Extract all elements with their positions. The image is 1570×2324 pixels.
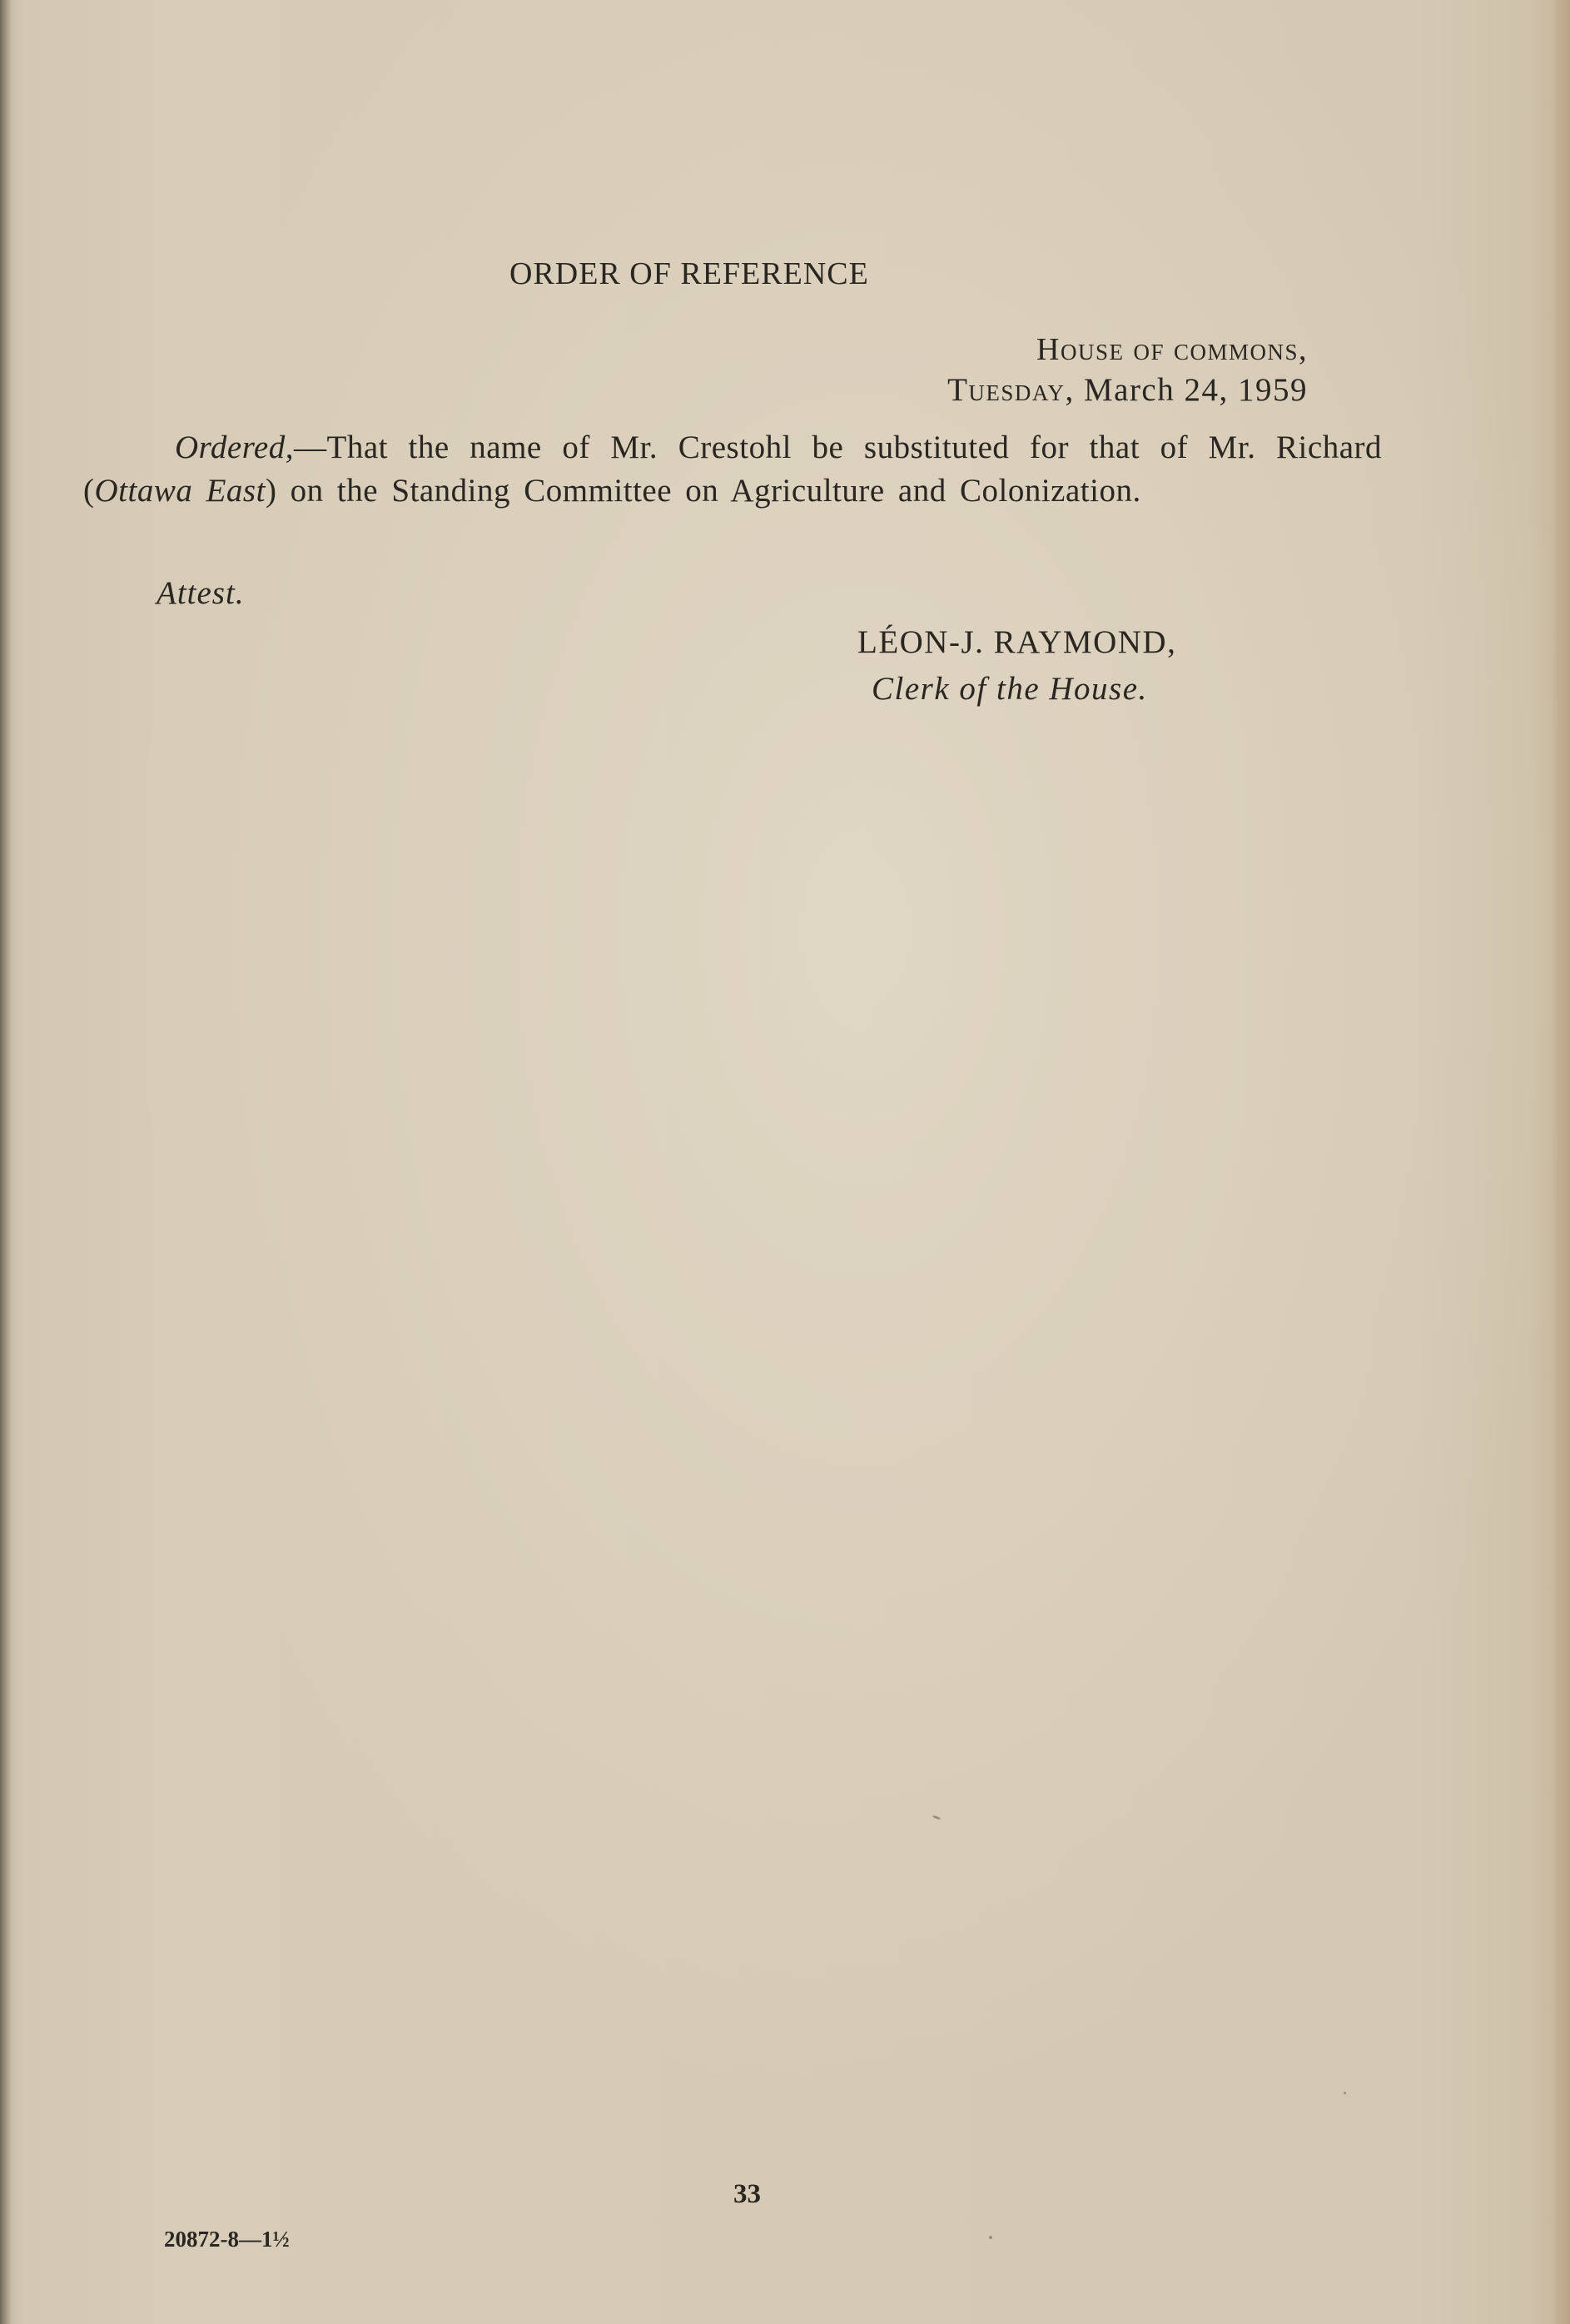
order-text-part-1: —That the name of Mr. Crestohl be substituted for that of Mr. Richard ( bbox=[83, 430, 1382, 509]
paper-speck bbox=[932, 1815, 941, 1820]
paper-speck bbox=[989, 2236, 992, 2239]
binding-edge bbox=[0, 0, 12, 2324]
print-code: 20872-8—1½ bbox=[164, 2227, 290, 2252]
page-title: ORDER OF REFERENCE bbox=[509, 256, 869, 291]
page-number: 33 bbox=[733, 2179, 761, 2209]
place-line: House of commons, bbox=[1036, 332, 1308, 367]
paper-speck bbox=[1344, 2092, 1346, 2094]
order-lead: Ordered, bbox=[175, 430, 294, 465]
signer-title: Clerk of the House. bbox=[872, 671, 1148, 707]
signer-name: LÉON-J. RAYMOND, bbox=[857, 624, 1177, 660]
day-of-week: Tuesday, bbox=[947, 372, 1075, 408]
date: March 24, 1959 bbox=[1083, 372, 1308, 408]
date-line bbox=[947, 371, 1308, 409]
order-paragraph bbox=[83, 426, 1382, 513]
attest-line: Attest. bbox=[157, 575, 245, 611]
constituency-name: Ottawa East bbox=[94, 473, 266, 509]
order-text-part-2: ) on the Standing Committee on Agriculture and Colonization. bbox=[265, 473, 1141, 509]
page-edge bbox=[1552, 0, 1570, 2324]
